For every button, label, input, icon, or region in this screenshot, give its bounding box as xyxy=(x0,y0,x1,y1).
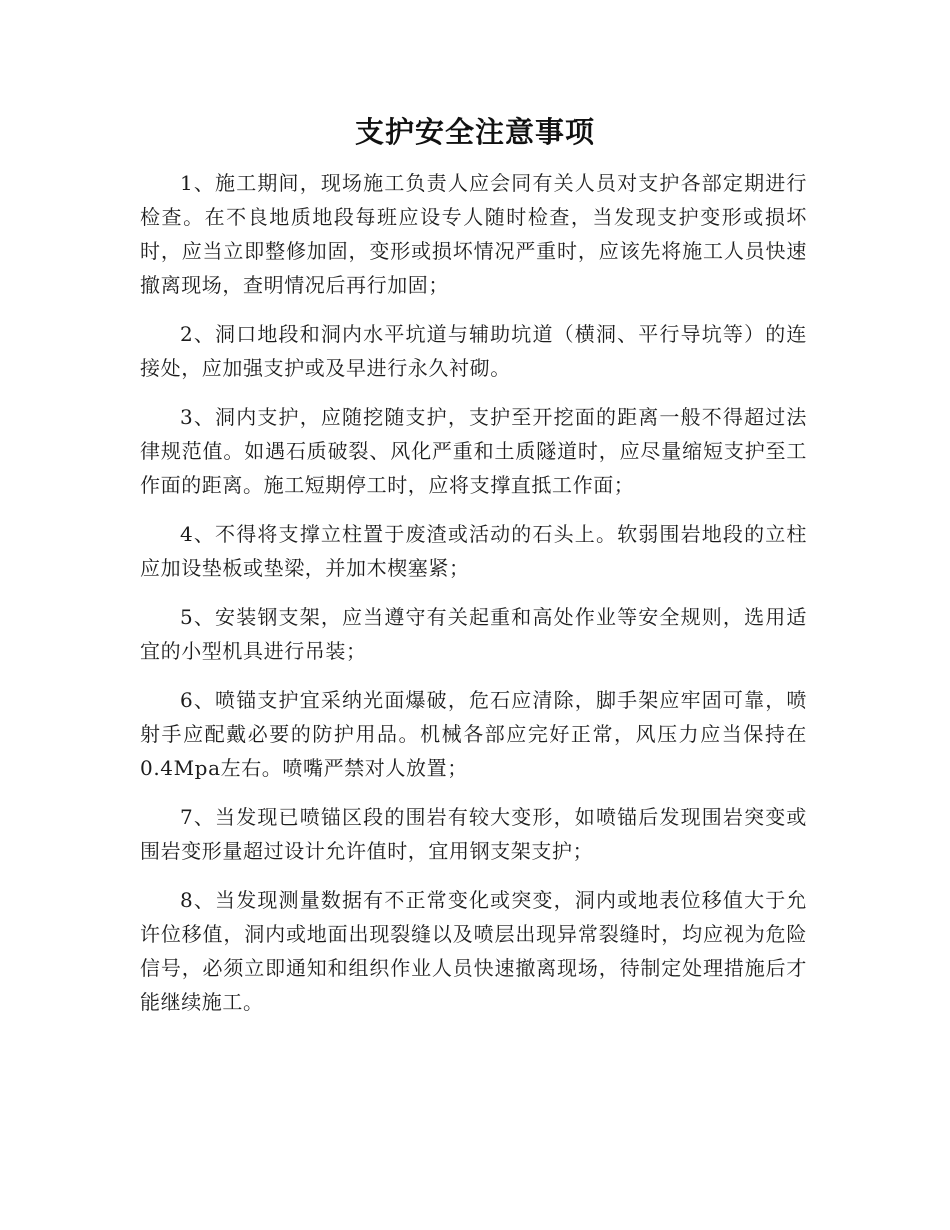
paragraph-3: 3、洞内支护，应随挖随支护，支护至开挖面的距离一般不得超过法律规范值。如遇石质破裂、风化严重和土质隧道时，应尽量缩短支护至工作面的距离。施工短期停工时，应将支撑直抵工作面； xyxy=(140,405,807,497)
paragraph-8: 8、当发现测量数据有不正常变化或突变，洞内或地表位移值大于允许位移值，洞内或地面出现裂缝以及喷层出现异常裂缝时，均应视为危险信号，必须立即通知和组织作业人员快速撤离现场，待制定处理措施后才能继续施工。 xyxy=(140,888,807,1014)
document-body xyxy=(140,166,807,1034)
paragraph-6: 6、喷锚支护宜采纳光面爆破，危石应清除，脚手架应牢固可靠，喷射手应配戴必要的防护用品。机械各部应完好正常，风压力应当保持在0.4Mpa左右。喷嘴严禁对人放置； xyxy=(140,688,807,780)
paragraph-5: 5、安装钢支架，应当遵守有关起重和高处作业等安全规则，选用适宜的小型机具进行吊装； xyxy=(140,605,807,663)
paragraph-7: 7、当发现已喷锚区段的围岩有较大变形，如喷锚后发现围岩突变或围岩变形量超过设计允许值时，宜用钢支架支护； xyxy=(140,805,807,863)
document-title: 支护安全注意事项 xyxy=(354,115,595,149)
paragraph-2: 2、洞口地段和洞内水平坑道与辅助坑道（横洞、平行导坑等）的连接处，应加强支护或及早进行永久衬砌。 xyxy=(140,322,807,380)
paragraph-4: 4、不得将支撑立柱置于废渣或活动的石头上。软弱围岩地段的立柱应加设垫板或垫梁，并加木楔塞紧； xyxy=(140,522,807,580)
paragraph-1: 1、施工期间，现场施工负责人应会同有关人员对支护各部定期进行检查。在不良地质地段每班应设专人随时检查，当发现支护变形或损坏时，应当立即整修加固，变形或损坏情况严重时，应该先将施工人员快速撤离现场，查明情况后再行加固； xyxy=(140,171,807,297)
